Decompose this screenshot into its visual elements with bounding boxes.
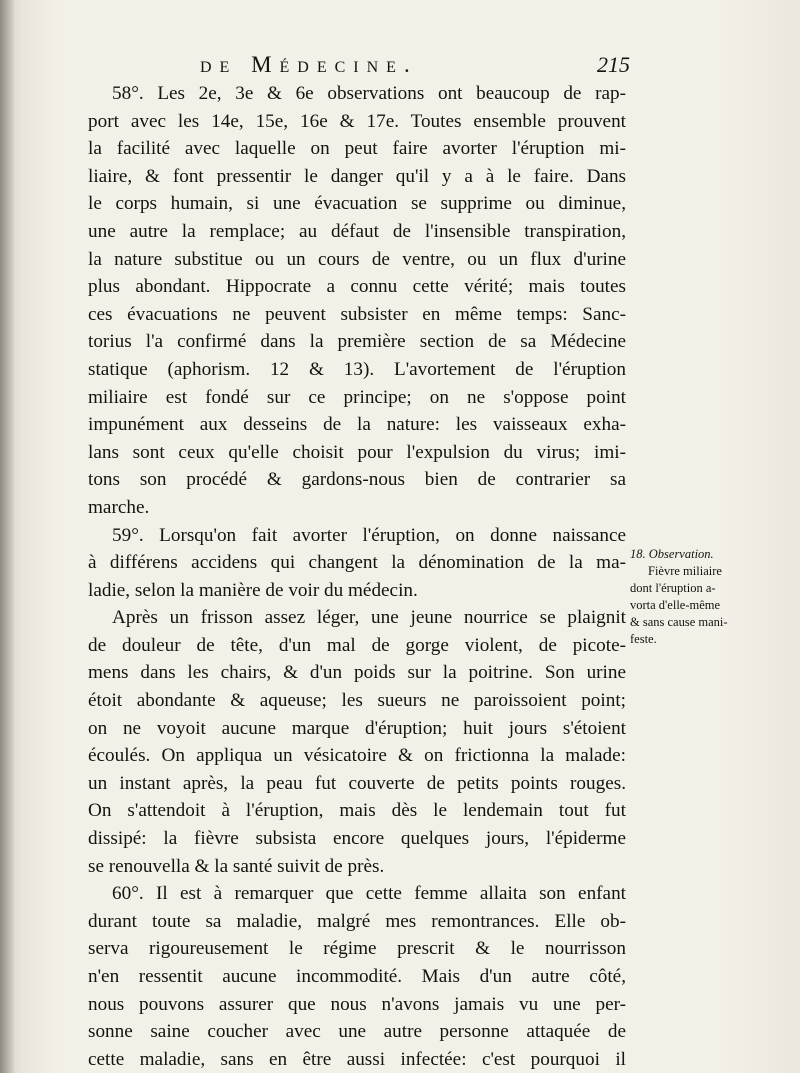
- margin-note-line: & sans cause mani-: [630, 615, 728, 629]
- margin-note-line: vorta d'elle-même: [630, 598, 721, 612]
- text-line: durant toute sa maladie, malgré mes remontrances. Elle ob-: [88, 910, 626, 932]
- text-line: un instant après, la peau fut couverte de petits points rouges.: [88, 772, 626, 794]
- text-line: 60°. Il est à remarquer que cette femme allaita son enfant: [112, 883, 626, 905]
- text-line: n'en ressentit aucune incommodité. Mais d'un autre côté,: [88, 966, 626, 987]
- text-line: sonne saine coucher avec une autre personne attaquée de: [88, 1021, 626, 1043]
- text-line: dissipé: la fièvre subsista encore quelques jours, l'épiderme: [88, 828, 626, 850]
- margin-note-line: dont l'éruption a-: [630, 581, 716, 595]
- text-line: on ne voyoit aucune marque d'éruption; huit jours s'étoient: [88, 717, 626, 739]
- text-line: torius l'a confirmé dans la première section de sa Médecine: [88, 331, 626, 353]
- text-line: liaire, & font pressentir le danger qu'il y a à le faire. Dans: [88, 165, 626, 187]
- text-line: ces évacuations ne peuvent subsister en même temps: Sanc-: [88, 303, 626, 325]
- running-title: de Médecine.: [200, 52, 418, 77]
- text-line: port avec les 14e, 15e, 16e & 17e. Toutes ensemble prouvent: [88, 110, 626, 132]
- text-line: cette maladie, sans en être aussi infectée: c'est pourquoi il: [88, 1048, 626, 1070]
- text-line: 58°. Les 2e, 3e & 6e observations ont beaucoup de rap-: [112, 83, 626, 104]
- body-text: [88, 80, 626, 1073]
- margin-note-title: 18. Observation.: [630, 547, 714, 561]
- text-line: marche.: [88, 496, 150, 518]
- text-line: mens dans les chairs, & d'un poids sur la poitrine. Son urine: [88, 662, 626, 684]
- text-line: Après un frisson assez léger, une jeune nourrice se plaignit: [112, 607, 626, 629]
- text-line: statique (aphorism. 12 & 13). L'avortement de l'éruption: [88, 358, 626, 380]
- text-line: une autre la remplace; au défaut de l'insensible transpiration,: [88, 220, 626, 242]
- text-line: étoit abondante & aqueuse; les sueurs ne paroissoient point;: [88, 690, 626, 712]
- page-number: 215: [597, 52, 630, 77]
- text-line: lans sont ceux qu'elle choisit pour l'expulsion du virus; imi-: [88, 441, 626, 463]
- text-line: à différens accidens qui changent la dénomination de la ma-: [88, 552, 626, 574]
- text-line: la nature substitue ou un cours de ventre, ou un flux d'urine: [88, 248, 626, 270]
- text-line: nous pouvons assurer que nous n'avons jamais vu une per-: [88, 993, 626, 1015]
- text-line: impunément aux desseins de la nature: les vaisseaux exha-: [88, 414, 626, 436]
- text-line: miliaire est fondé sur ce principe; on ne s'oppose point: [88, 386, 626, 408]
- text-line: ladie, selon la manière de voir du médecin.: [88, 579, 418, 601]
- margin-note-line: Fièvre miliaire: [648, 564, 722, 578]
- text-line: serva rigoureusement le régime prescrit & le nourrisson: [88, 938, 626, 960]
- text-line: la facilité avec laquelle on peut faire avorter l'éruption mi-: [88, 138, 626, 160]
- text-line: écoulés. On appliqua un vésicatoire & on frictionna la malade:: [88, 745, 626, 767]
- margin-note-line: feste.: [630, 632, 657, 646]
- text-line: plus abondant. Hippocrate a connu cette vérité; mais toutes: [88, 276, 626, 298]
- margin-note: [630, 546, 768, 648]
- text-line: On s'attendoit à l'éruption, mais dès le lendemain tout fut: [88, 800, 626, 822]
- text-line: le corps humain, si une évacuation se supprime ou diminue,: [88, 193, 626, 215]
- text-line: 59°. Lorsqu'on fait avorter l'éruption, on donne naissance: [112, 524, 626, 546]
- text-line: de douleur de tête, d'un mal de gorge violent, de picote-: [88, 634, 626, 656]
- text-line: se renouvella & la santé suivit de près.: [88, 855, 385, 877]
- text-line: tons son procédé & gardons-nous bien de contrarier sa: [88, 469, 626, 491]
- book-spine-shadow: [0, 0, 14, 1073]
